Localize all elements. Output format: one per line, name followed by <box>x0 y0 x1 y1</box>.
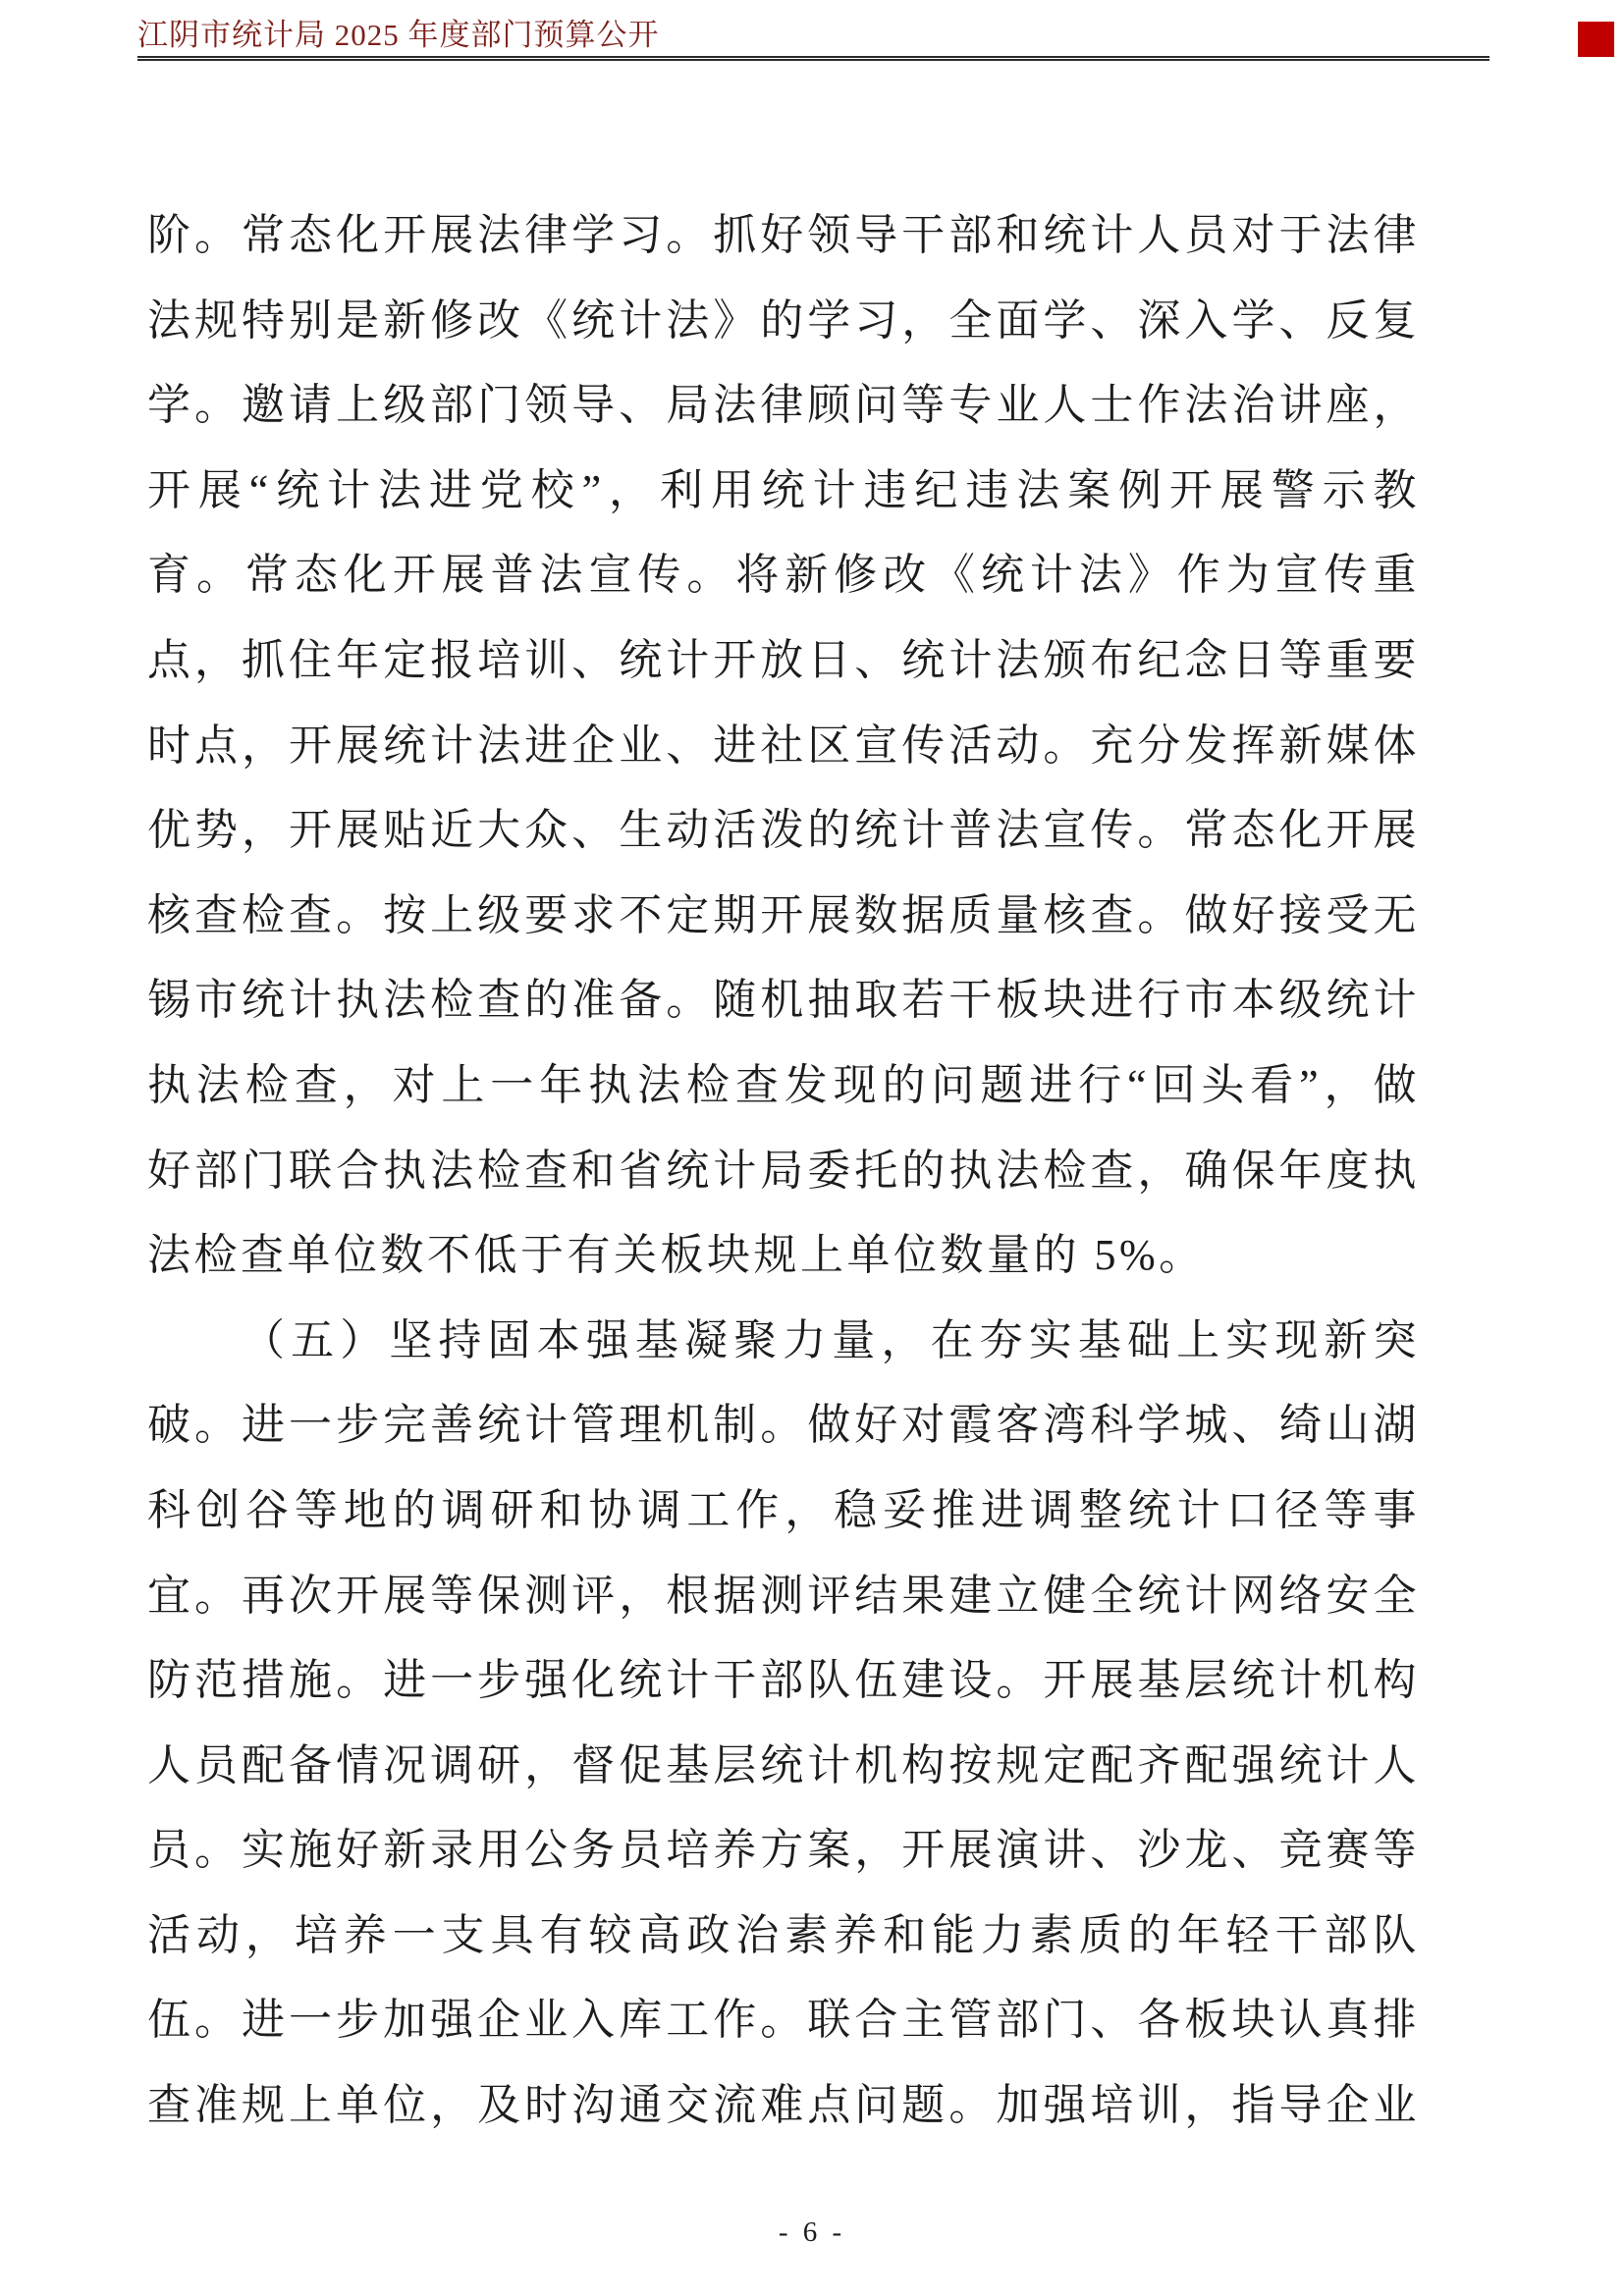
body-line: 伍。进一步加强企业入库工作。联合主管部门、各板块认真排 <box>147 1996 1420 2045</box>
body-line: 人员配备情况调研，督促基层统计机构按规定配齐配强统计人 <box>147 1740 1420 1789</box>
body-line: 锡市统计执法检查的准备。随机抽取若干板块进行市本级统计 <box>147 976 1420 1025</box>
body-line: 点，抓住年定报培训、统计开放日、统计法颁布纪念日等重要 <box>147 635 1420 684</box>
red-corner-marker <box>1578 22 1614 57</box>
body-line: 时点，开展统计法进企业、进社区宣传活动。充分发挥新媒体 <box>147 721 1420 770</box>
body-line: 执法检查，对上一年执法检查发现的问题进行“回头看”，做 <box>147 1060 1420 1109</box>
body-line: （五）坚持固本强基凝聚力量，在夯实基础上实现新突 <box>242 1315 1420 1364</box>
body-line: 优势，开展贴近大众、生动活泼的统计普法宣传。常态化开展 <box>147 806 1420 855</box>
document-body <box>147 193 1420 2149</box>
body-line: 科创谷等地的调研和协调工作，稳妥推进调整统计口径等事 <box>147 1485 1420 1534</box>
body-line: 育。常态化开展普法宣传。将新修改《统计法》作为宣传重 <box>147 551 1420 600</box>
body-line: 查准规上单位，及时沟通交流难点问题。加强培训，指导企业 <box>147 2081 1420 2130</box>
body-line: 核查检查。按上级要求不定期开展数据质量核查。做好接受无 <box>147 890 1420 939</box>
body-line: 活动，培养一支具有较高政治素养和能力素质的年轻干部队 <box>147 1910 1420 1959</box>
body-line: 好部门联合执法检查和省统计局委托的执法检查，确保年度执 <box>147 1146 1420 1195</box>
body-line: 学。邀请上级部门领导、局法律顾问等专业人士作法治讲座， <box>147 381 1420 430</box>
body-line: 法检查单位数不低于有关板块规上单位数量的 5%。 <box>147 1231 1206 1280</box>
body-line: 开展“统计法进党校”，利用统计违纪违法案例开展警示教 <box>147 465 1420 514</box>
header-rule <box>137 56 1489 61</box>
body-line: 法规特别是新修改《统计法》的学习，全面学、深入学、反复 <box>147 295 1420 345</box>
body-line: 宜。再次开展等保测评，根据测评结果建立健全统计网络安全 <box>147 1571 1420 1620</box>
page-footer <box>0 2216 1624 2249</box>
header-title: 江阴市统计局 2025 年度部门预算公开 <box>137 18 660 52</box>
body-line: 阶。常态化开展法律学习。抓好领导干部和统计人员对于法律 <box>147 211 1420 259</box>
body-line: 防范措施。进一步强化统计干部队伍建设。开展基层统计机构 <box>147 1656 1420 1705</box>
body-line: 破。进一步完善统计管理机制。做好对霞客湾科学城、绮山湖 <box>147 1401 1420 1450</box>
body-line: 员。实施好新录用公务员培养方案，开展演讲、沙龙、竞赛等 <box>147 1826 1420 1875</box>
page-number: - 6 - <box>778 2216 846 2248</box>
